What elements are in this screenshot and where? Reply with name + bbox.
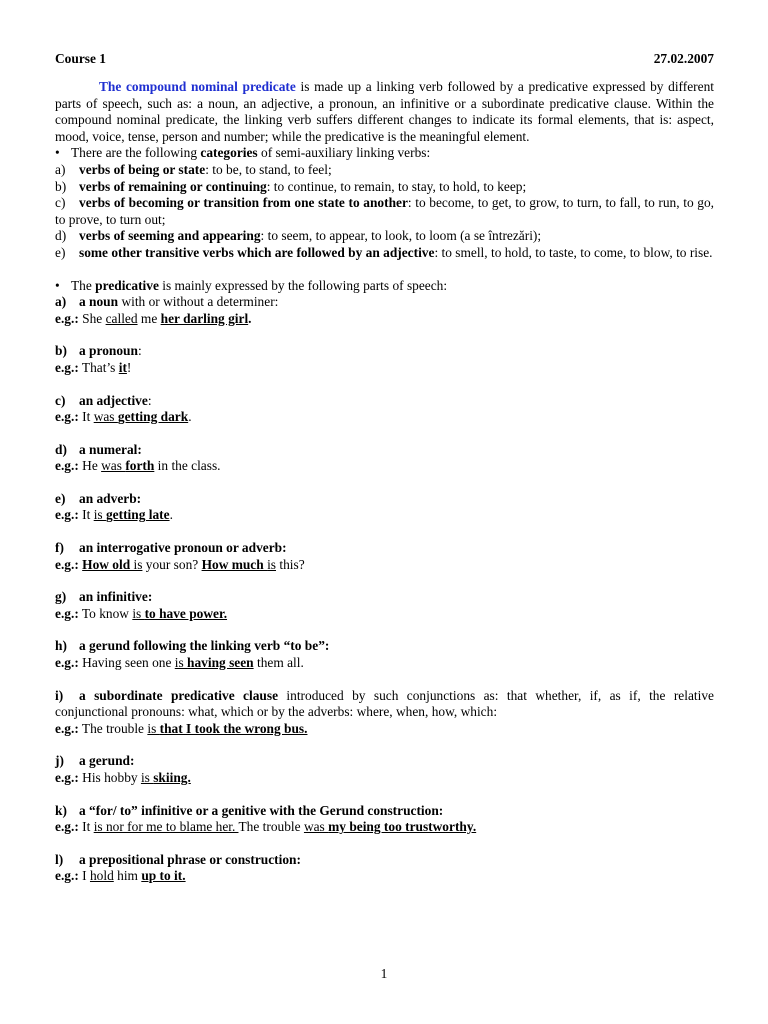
example-verb: is [140,770,154,785]
eg-label: e.g.: [55,655,79,671]
predicative-bullet [55,278,714,295]
category-item [55,179,714,196]
example-line [55,606,714,623]
item-label: c) [55,392,66,408]
example-text: I [82,868,90,884]
example-text: . [169,507,173,523]
category-label: d) [55,228,67,244]
example-verb: is [147,720,160,736]
example-verb: called [105,310,138,326]
item-label: a) [55,294,67,310]
example-text: She [82,310,106,326]
category-text: : to become, to get, to grow, to turn, to fall, to run, to go, to prove, to turn out; [55,195,714,227]
category-term: verbs of seeming and appearing [79,228,261,244]
eg-label: e.g.: [55,770,79,785]
item-heading [55,753,714,770]
intro-paragraph [55,79,714,145]
item-text: : [147,392,152,408]
example-text: ! [126,359,132,375]
eg-label: e.g.: [55,458,79,474]
item-heading [55,852,714,869]
intro-text: is made up a linking verb followed by a predicative expressed by different parts of speech, such as: a noun, an adjective, a pronoun, an infinitive or a subordinate predicative clause. Within the compound nominal predicate, the linking verb suffers different changes to indicate its formal elements, that is: aspect, mood, voice, tense, person and number; while the predicative is the meaningful element. [55,79,714,144]
example-text: That’s [81,359,119,375]
intro-lead-term: The compound nominal predicate [99,79,296,94]
example-predicative: How old [82,556,134,572]
category-term: verbs of being or state [79,161,206,177]
category-term: verbs of becoming or transition from one state to another [79,195,408,211]
example-predicative: up to it. [141,868,186,884]
example-line [55,819,714,836]
item-label: h) [55,638,67,654]
category-label: e) [55,244,66,260]
example-predicative: that I took the wrong bus. [159,720,308,736]
item-heading [55,294,714,311]
example-verb: is nor for me to blame her. [93,819,239,835]
category-text: : to be, to stand, to feel; [205,161,332,177]
bullet-text: of semi-auxiliary linking verbs: [257,145,431,161]
example-text: them all. [253,655,304,671]
example-text: in the class. [154,458,221,474]
item-label: f) [55,540,64,556]
item-title: a prepositional phrase or construction: [79,851,301,867]
example-predicative: getting dark [117,409,189,425]
example-predicative: How much [201,556,268,572]
item-label: d) [55,441,67,457]
example-text: your son? [142,556,202,572]
bullet-text: is mainly expressed by the following parts of speech: [158,277,448,293]
item-label: e) [55,490,66,506]
course-date: 27.02.2007 [653,51,714,66]
item-text: with or without a determiner: [118,294,279,310]
item-title: a pronoun [79,343,138,359]
example-line [55,458,714,475]
example-verb: was [93,409,118,425]
example-text: . [188,409,192,425]
item-heading [55,638,714,655]
example-text: him [113,868,142,884]
example-line [55,360,714,377]
example-line [55,409,714,426]
example-text: It [82,507,94,523]
example-line [55,311,714,328]
example-predicative: my being too trustworthy. [328,819,477,835]
eg-label: e.g.: [55,359,79,375]
item-heading [55,589,714,606]
example-verb: is [267,556,276,572]
category-text: : to continue, to remain, to stay, to hold, to keep; [266,178,527,194]
item-title: an adverb: [79,490,142,506]
example-predicative: it [118,359,127,375]
bullet-bold: categories [200,145,258,161]
category-item [55,162,714,179]
bullet-icon: • [55,145,60,161]
eg-label: e.g.: [55,819,79,835]
example-text: me [137,310,161,326]
example-line [55,868,714,885]
eg-label: e.g.: [55,720,79,736]
item-label: b) [55,343,67,359]
eg-label: e.g.: [55,507,79,523]
categories-bullet [55,145,714,162]
bullet-icon: • [55,277,60,293]
bullet-text: There are the following [71,145,201,161]
example-text: His hobby [82,770,141,785]
example-verb: was [303,819,329,835]
eg-label: e.g.: [55,868,79,884]
header [55,51,714,71]
item-text: introduced by such conjunctions as: that whether, if, as if, the relative conjunctional pronouns: what, which or by the adverbs: where, when, how, which: [55,687,714,720]
category-text: : to seem, to appear, to look, to loom (a se întrezări); [260,228,542,244]
item-title: a gerund following the linking verb “to be”: [79,638,330,654]
item-heading [55,393,714,410]
category-item [55,228,714,245]
item-heading [55,343,714,360]
item-title: a gerund: [79,753,135,769]
category-item [55,245,714,262]
example-predicative: getting late [105,507,170,523]
example-verb: is [132,605,145,621]
example-verb: is [174,655,188,671]
eg-label: e.g.: [55,605,79,621]
item-text: : [137,343,142,359]
example-line [55,770,714,787]
example-predicative: her darling girl [160,310,249,326]
item-heading [55,688,714,721]
example-text: It [82,819,94,835]
example-text: . [248,310,252,326]
bullet-bold: predicative [95,277,159,293]
category-term: some other transitive verbs which are followed by an adjective [79,244,435,260]
eg-label: e.g.: [55,556,79,572]
item-heading [55,803,714,820]
example-line [55,721,714,738]
category-label: c) [55,195,66,211]
eg-label: e.g.: [55,310,79,326]
item-title: an interrogative pronoun or adverb: [79,540,287,556]
item-title: a noun [79,294,119,310]
item-label: k) [55,802,67,818]
document-page [55,51,714,885]
example-verb: was [101,458,126,474]
example-predicative: forth [125,458,155,474]
eg-label: e.g.: [55,409,79,425]
item-heading [55,491,714,508]
category-text: : to smell, to hold, to taste, to come, to blow, to rise. [434,244,713,260]
item-label: g) [55,589,67,605]
example-text: He [82,458,102,474]
item-title: a subordinate predicative clause [79,687,279,703]
item-title: an adjective [79,392,148,408]
example-predicative: having seen [187,655,254,671]
category-label: a) [55,161,66,177]
example-line [55,507,714,524]
item-heading [55,442,714,459]
example-text: The trouble [238,819,304,835]
bullet-text: The [71,277,96,293]
item-title: an infinitive: [79,589,153,605]
example-verb: is [133,556,143,572]
item-label: l) [55,851,64,867]
example-text: this? [276,556,305,572]
example-text: To know [81,605,133,621]
item-label: j) [55,753,64,769]
course-title: Course 1 [55,51,106,66]
example-text: Having seen one [82,655,175,671]
item-title: a “for/ to” infinitive or a genitive with the Gerund construction: [79,802,444,818]
category-label: b) [55,178,67,194]
example-text: It [82,409,94,425]
example-predicative: to have power. [144,605,228,621]
item-label: i) [55,687,64,703]
example-line [55,557,714,574]
item-heading [55,540,714,557]
category-term: verbs of remaining or continuing [79,178,267,194]
example-verb: hold [89,868,114,884]
example-text: The trouble [81,720,148,736]
page-number: 1 [380,966,388,981]
category-item [55,195,714,228]
item-title: a numeral: [79,441,142,457]
example-predicative: skiing. [153,770,191,785]
example-line [55,655,714,672]
example-verb: is [93,507,106,523]
